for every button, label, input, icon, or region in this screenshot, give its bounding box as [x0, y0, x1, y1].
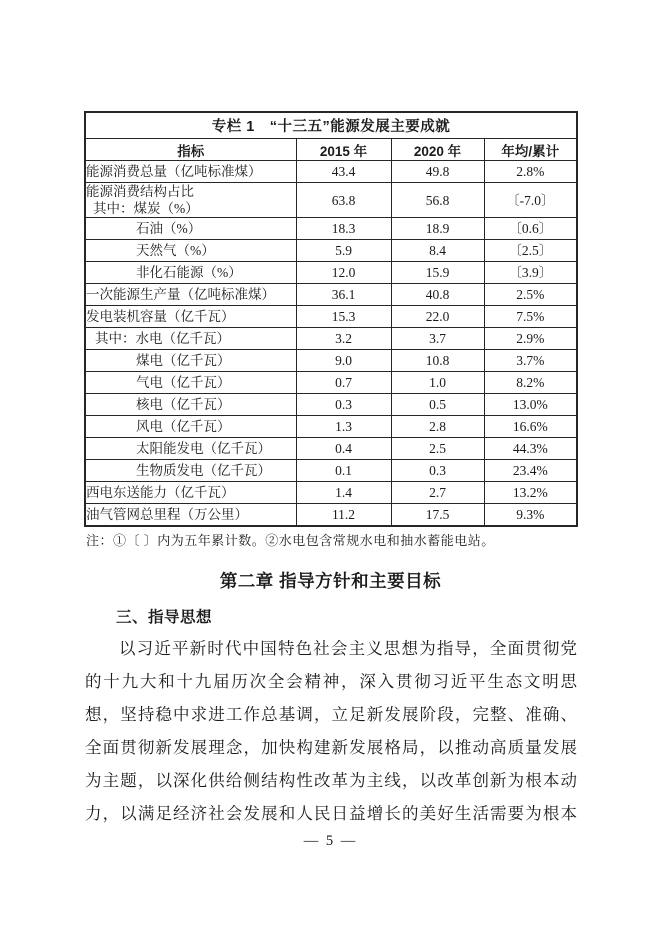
indicator-cell: 能源消费总量（亿吨标准煤） — [85, 161, 296, 183]
indicator-cell: 其中：水电（亿千瓦） — [85, 328, 296, 350]
avg-cell: 13.0% — [484, 394, 577, 416]
indicator-cell: 煤电（亿千瓦） — [85, 350, 296, 372]
avg-cell: 3.7% — [484, 350, 577, 372]
value-2015-cell: 1.4 — [296, 482, 391, 504]
avg-cell: 〔-7.0〕 — [484, 183, 577, 218]
table-row — [85, 183, 577, 218]
indicator-cell: 石油（%） — [85, 218, 296, 240]
paragraph-line: 力，以满足经济社会发展和人民日益增长的美好生活需要为根本 — [85, 804, 577, 823]
avg-cell: 9.3% — [484, 504, 577, 527]
energy-achievements-table — [84, 111, 578, 527]
indicator-cell: 核电（亿千瓦） — [85, 394, 296, 416]
indicator-cell: 天然气（%） — [85, 240, 296, 262]
page-number: — 5 — — [303, 833, 358, 849]
avg-cell: 7.5% — [484, 306, 577, 328]
value-2015-cell: 12.0 — [296, 262, 391, 284]
avg-cell: 2.9% — [484, 328, 577, 350]
indicator-cell: 发电装机容量（亿千瓦） — [85, 306, 296, 328]
indicator-cell: 油气管网总里程（万公里） — [85, 504, 296, 527]
value-2015-cell: 36.1 — [296, 284, 391, 306]
table-row — [85, 284, 577, 306]
value-2015-cell: 18.3 — [296, 218, 391, 240]
paragraph-line: 以习近平新时代中国特色社会主义思想为指导，全面贯彻党 — [119, 639, 577, 658]
value-2020-cell: 0.5 — [391, 394, 484, 416]
avg-cell: 8.2% — [484, 372, 577, 394]
value-2020-cell: 22.0 — [391, 306, 484, 328]
value-2020-cell: 2.8 — [391, 416, 484, 438]
value-2020-cell: 1.0 — [391, 372, 484, 394]
col-header-2015: 2015 年 — [296, 139, 391, 161]
table-header-row — [85, 139, 577, 161]
value-2020-cell: 10.8 — [391, 350, 484, 372]
avg-cell: 2.5% — [484, 284, 577, 306]
value-2015-cell: 0.7 — [296, 372, 391, 394]
value-2015-cell: 15.3 — [296, 306, 391, 328]
table-row — [85, 416, 577, 438]
indicator-cell: 风电（亿千瓦） — [85, 416, 296, 438]
table-row — [85, 240, 577, 262]
table-row — [85, 262, 577, 284]
table-row — [85, 161, 577, 183]
paragraph-line: 想，坚持稳中求进工作总基调，立足新发展阶段，完整、准确、 — [85, 705, 577, 724]
value-2015-cell: 0.1 — [296, 460, 391, 482]
chapter-heading: 第二章 指导方针和主要目标 — [219, 571, 442, 591]
body-paragraph — [85, 632, 577, 830]
table-row — [85, 372, 577, 394]
value-2020-cell: 2.7 — [391, 482, 484, 504]
value-2020-cell: 56.8 — [391, 183, 484, 218]
value-2015-cell: 3.2 — [296, 328, 391, 350]
paragraph-line: 为主题，以深化供给侧结构性改革为主线，以改革创新为根本动 — [85, 771, 577, 790]
paragraph-line: 全面贯彻新发展理念，加快构建新发展格局，以推动高质量发展 — [85, 738, 577, 757]
value-2015-cell: 5.9 — [296, 240, 391, 262]
value-2015-cell: 9.0 — [296, 350, 391, 372]
col-header-indicator: 指标 — [85, 139, 296, 161]
table-row — [85, 504, 577, 527]
value-2015-cell: 0.4 — [296, 438, 391, 460]
value-2020-cell: 18.9 — [391, 218, 484, 240]
indicator-cell: 生物质发电（亿千瓦） — [85, 460, 296, 482]
avg-cell: 〔3.9〕 — [484, 262, 577, 284]
value-2015-cell: 63.8 — [296, 183, 391, 218]
avg-cell: 〔0.6〕 — [484, 218, 577, 240]
value-2015-cell: 0.3 — [296, 394, 391, 416]
indicator-cell: 一次能源生产量（亿吨标准煤） — [85, 284, 296, 306]
indicator-cell: 能源消费结构占比 其中：煤炭（%） — [85, 183, 296, 218]
avg-cell: 16.6% — [484, 416, 577, 438]
value-2020-cell: 3.7 — [391, 328, 484, 350]
avg-cell: 13.2% — [484, 482, 577, 504]
value-2015-cell: 43.4 — [296, 161, 391, 183]
col-header-2020: 2020 年 — [391, 139, 484, 161]
value-2015-cell: 11.2 — [296, 504, 391, 527]
value-2020-cell: 15.9 — [391, 262, 484, 284]
avg-cell: 2.8% — [484, 161, 577, 183]
paragraph-line: 的十九大和十九届历次全会精神，深入贯彻习近平生态文明思 — [85, 672, 577, 691]
table-row — [85, 438, 577, 460]
table-row — [85, 394, 577, 416]
table-note: 注：①〔 〕内为五年累计数。②水电包含常规水电和抽水蓄能电站。 — [86, 533, 495, 548]
col-header-avg: 年均/累计 — [484, 139, 577, 161]
avg-cell: 44.3% — [484, 438, 577, 460]
section-heading: 三、指导思想 — [116, 609, 213, 626]
indicator-cell: 西电东送能力（亿千瓦） — [85, 482, 296, 504]
indicator-cell: 气电（亿千瓦） — [85, 372, 296, 394]
indicator-cell: 太阳能发电（亿千瓦） — [85, 438, 296, 460]
table-row — [85, 482, 577, 504]
value-2020-cell: 17.5 — [391, 504, 484, 527]
value-2020-cell: 2.5 — [391, 438, 484, 460]
value-2020-cell: 40.8 — [391, 284, 484, 306]
table-title-row — [85, 112, 577, 139]
value-2020-cell: 49.8 — [391, 161, 484, 183]
avg-cell: 23.4% — [484, 460, 577, 482]
table-row — [85, 328, 577, 350]
value-2015-cell: 1.3 — [296, 416, 391, 438]
table-row — [85, 350, 577, 372]
table-row — [85, 306, 577, 328]
avg-cell: 〔2.5〕 — [484, 240, 577, 262]
table-row — [85, 218, 577, 240]
table-title: 专栏 1 “十三五”能源发展主要成就 — [85, 112, 577, 139]
value-2020-cell: 8.4 — [391, 240, 484, 262]
table-row — [85, 460, 577, 482]
indicator-cell: 非化石能源（%） — [85, 262, 296, 284]
value-2020-cell: 0.3 — [391, 460, 484, 482]
